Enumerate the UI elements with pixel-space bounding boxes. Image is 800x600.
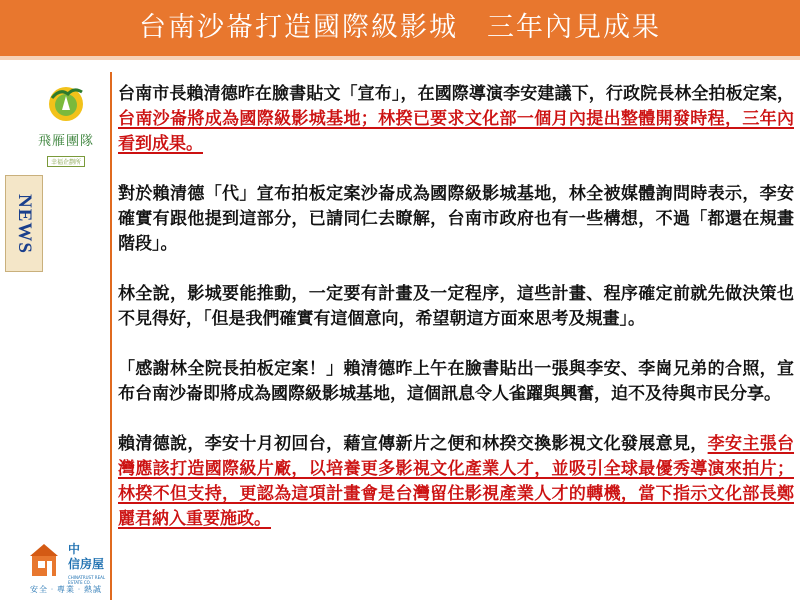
news-badge [5, 175, 43, 272]
article-body [118, 82, 794, 557]
company-logo-slogan: 安全‧專業‧熱誠 [30, 585, 102, 594]
team-logo [26, 82, 106, 166]
company-logo [26, 540, 108, 596]
highlighted-text: 台南沙崙將成為國際級影城基地；林揆已要求文化部一個月內提出整體開發時程，三年內看到成果。 [118, 109, 794, 154]
article-paragraph: 「感謝林全院長拍板定案！」賴清德昨上午在臉書貼出一張與李安、李崗兄弟的合照，宣布台南沙崙即將成為國際級影城基地，這個訊息令人雀躍與興奮，迫不及待與市民分享。 [118, 359, 794, 404]
title-underline [0, 56, 800, 60]
company-logo-name: 中 信房屋 [68, 542, 105, 571]
house-logo-icon [30, 544, 66, 578]
highlighted-text: 李安主張台灣應該打造國際級片廠，以培養更多影視文化產業人才，並吸引全球最優秀導演來拍片；林揆不但支持，更認為這項計畫會是台灣留住影視產業人才的轉機，當下指示文化部長鄭麗君納入重要施政。 [118, 434, 795, 529]
article-paragraph: 林全說，影城要能推動，一定要有計畫及一定程序，這些計畫、程序確定前就先做決策也不見得好，「但是我們確實有這個意向，希望朝這方面來思考及規畫」。 [118, 284, 794, 329]
team-logo-slogan: 幸福企劃所 [47, 156, 85, 167]
bird-logo-icon [44, 82, 88, 126]
article-paragraph: 台南市長賴清德昨在臉書貼文「宣布」，在國際導演李安建議下，行政院長林全拍板定案，台南沙崙將成為國際級影城基地；林揆已要求文化部一個月內提出整體開發時程，三年內看到成果。 [118, 84, 794, 154]
page-title: 台南沙崙打造國際級影城 三年內見成果 [139, 12, 661, 43]
news-badge-text: NEWS [14, 193, 35, 254]
company-logo-english: CHINATRUST REAL ESTATE CO. [68, 575, 106, 585]
left-divider [110, 72, 112, 600]
team-logo-name: 飛雁團隊 [37, 134, 94, 149]
article-paragraph: 對於賴清德「代」宣布拍板定案沙崙成為國際級影城基地，林全被媒體詢問時表示，李安確實有跟他提到這部分，已請同仁去瞭解，台南市政府也有一些構想，不過「都還在規畫階段」。 [118, 184, 794, 254]
article-paragraph: 賴清德說，李安十月初回台，藉宣傳新片之便和林揆交換影視文化發展意見，李安主張台灣應該打造國際級片廠，以培養更多影視文化產業人才，並吸引全球最優秀導演來拍片；林揆不但支持，更認為這項計畫會是台灣留住影視產業人才的轉機，當下指示文化部長鄭麗君納入重要施政。 [118, 434, 795, 529]
